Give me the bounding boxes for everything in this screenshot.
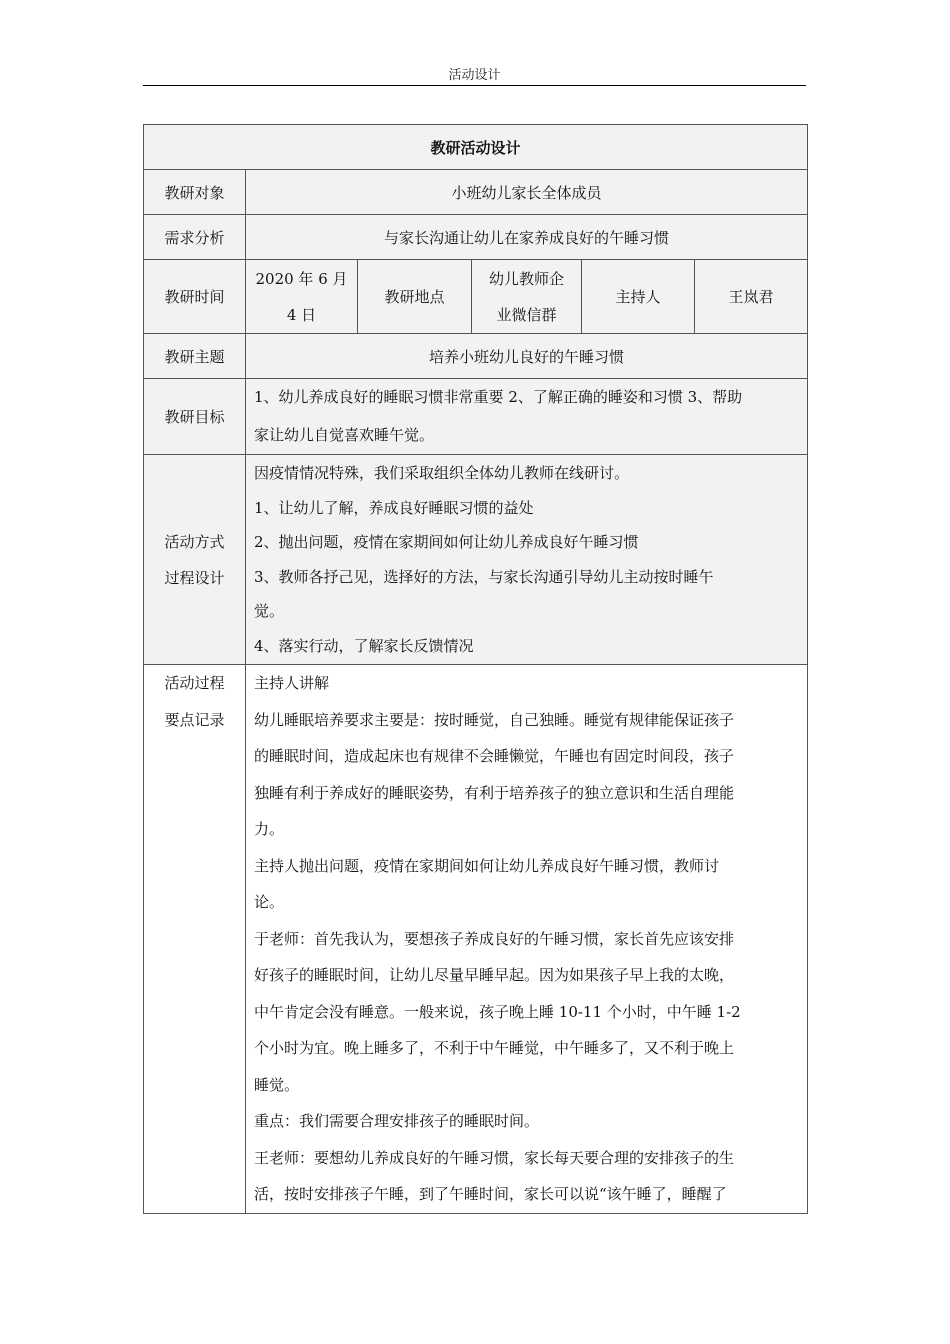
theme-value: 培养小班幼儿良好的午睡习惯: [246, 334, 808, 379]
time-value: [246, 260, 358, 334]
goal-row: [144, 379, 808, 455]
method-label-line-1: 活动方式: [164, 532, 225, 551]
time-row: [144, 260, 808, 334]
record-line: 睡觉。: [254, 1075, 300, 1094]
record-line: 中午肯定会没有睡意。一般来说，孩子晚上睡 10-11 个小时，中午睡 1-2: [254, 1002, 741, 1021]
place-label: 教研地点: [358, 260, 472, 334]
record-content: [246, 665, 808, 1214]
record-line: 主持人抛出问题，疫情在家期间如何让幼儿养成良好午睡习惯，教师讨: [254, 856, 720, 875]
record-line: 的睡眠时间，造成起床也有规律不会睡懒觉，午睡也有固定时间段，孩子: [254, 747, 735, 765]
method-line: 因疫情情况特殊，我们采取组织全体幼儿教师在线研讨。: [254, 464, 630, 482]
needs-value: 与家长沟通让幼儿在家养成良好的午睡习惯: [246, 215, 808, 260]
record-label-line-2: 要点记录: [164, 710, 225, 729]
method-label: [144, 455, 246, 665]
record-label-line-1: 活动过程: [164, 674, 225, 692]
record-line: 重点：我们需要合理安排孩子的睡眠时间。: [254, 1112, 540, 1130]
place-value-line-1: 幼儿教师企: [488, 269, 564, 288]
method-line: 1、让幼儿了解，养成良好睡眠习惯的益处: [254, 498, 534, 517]
goal-line: 1、幼儿养成良好的睡眠习惯非常重要 2、了解正确的睡姿和习惯 3、帮助: [254, 388, 743, 406]
record-line: 独睡有利于养成好的睡眠姿势，有利于培养孩子的独立意识和生活自理能: [254, 783, 735, 802]
place-value-line-2: 业微信群: [496, 305, 557, 324]
target-value: 小班幼儿家长全体成员: [246, 170, 808, 215]
theme-label: 教研主题: [144, 334, 246, 379]
needs-label: 需求分析: [144, 215, 246, 260]
method-line: 3、教师各抒己见，选择好的方法，与家长沟通引导幼儿主动按时睡午: [254, 567, 714, 586]
goal-value: [246, 379, 808, 455]
table-title: 教研活动设计: [144, 125, 808, 170]
record-line: 论。: [254, 893, 285, 911]
time-label: 教研时间: [144, 260, 246, 334]
record-line: 王老师：要想幼儿养成良好的午睡习惯，家长每天要合理的安排孩子的生: [254, 1148, 735, 1167]
theme-row: [144, 334, 808, 379]
host-value: 王岚君: [695, 260, 808, 334]
method-label-line-2: 过程设计: [164, 568, 225, 587]
record-line: 好孩子的睡眠时间，让幼儿尽量早睡早起。因为如果孩子早上我的太晚，: [254, 966, 735, 984]
method-line: 觉。: [254, 602, 285, 620]
record-line: 活，按时安排孩子午睡，到了午睡时间，家长可以说“该午睡了，睡醒了: [254, 1185, 727, 1203]
target-label: 教研对象: [144, 170, 246, 215]
time-value-line-2: 4 日: [286, 305, 317, 324]
method-line: 4、落实行动，了解家长反馈情况: [254, 636, 474, 655]
activity-design-table: [143, 124, 808, 1214]
page-header: 活动设计: [448, 68, 501, 83]
goal-line: 家让幼儿自觉喜欢睡午觉。: [254, 425, 435, 444]
place-value: [472, 260, 582, 334]
record-line: 于老师：首先我认为，要想孩子养成良好的午睡习惯，家长首先应该安排: [254, 929, 735, 948]
method-line: 2、抛出问题，疫情在家期间如何让幼儿养成良好午睡习惯: [254, 533, 639, 551]
title-row: [144, 125, 808, 170]
record-line: 幼儿睡眠培养要求主要是：按时睡觉，自己独睡。睡觉有规律能保证孩子: [254, 710, 735, 729]
record-line: 主持人讲解: [254, 674, 330, 692]
method-row: [144, 455, 808, 665]
header-rule: [143, 85, 806, 86]
record-line: 力。: [254, 820, 285, 838]
goal-label: 教研目标: [144, 379, 246, 455]
target-row: [144, 170, 808, 215]
host-label: 主持人: [582, 260, 695, 334]
method-content: [246, 455, 808, 665]
record-row: [144, 665, 808, 1214]
record-line: 个小时为宜。晚上睡多了，不利于中午睡觉，中午睡多了，又不利于晚上: [254, 1039, 735, 1057]
time-value-line-1: 2020 年 6 月: [255, 269, 348, 288]
record-label: [144, 665, 246, 1214]
needs-row: [144, 215, 808, 260]
